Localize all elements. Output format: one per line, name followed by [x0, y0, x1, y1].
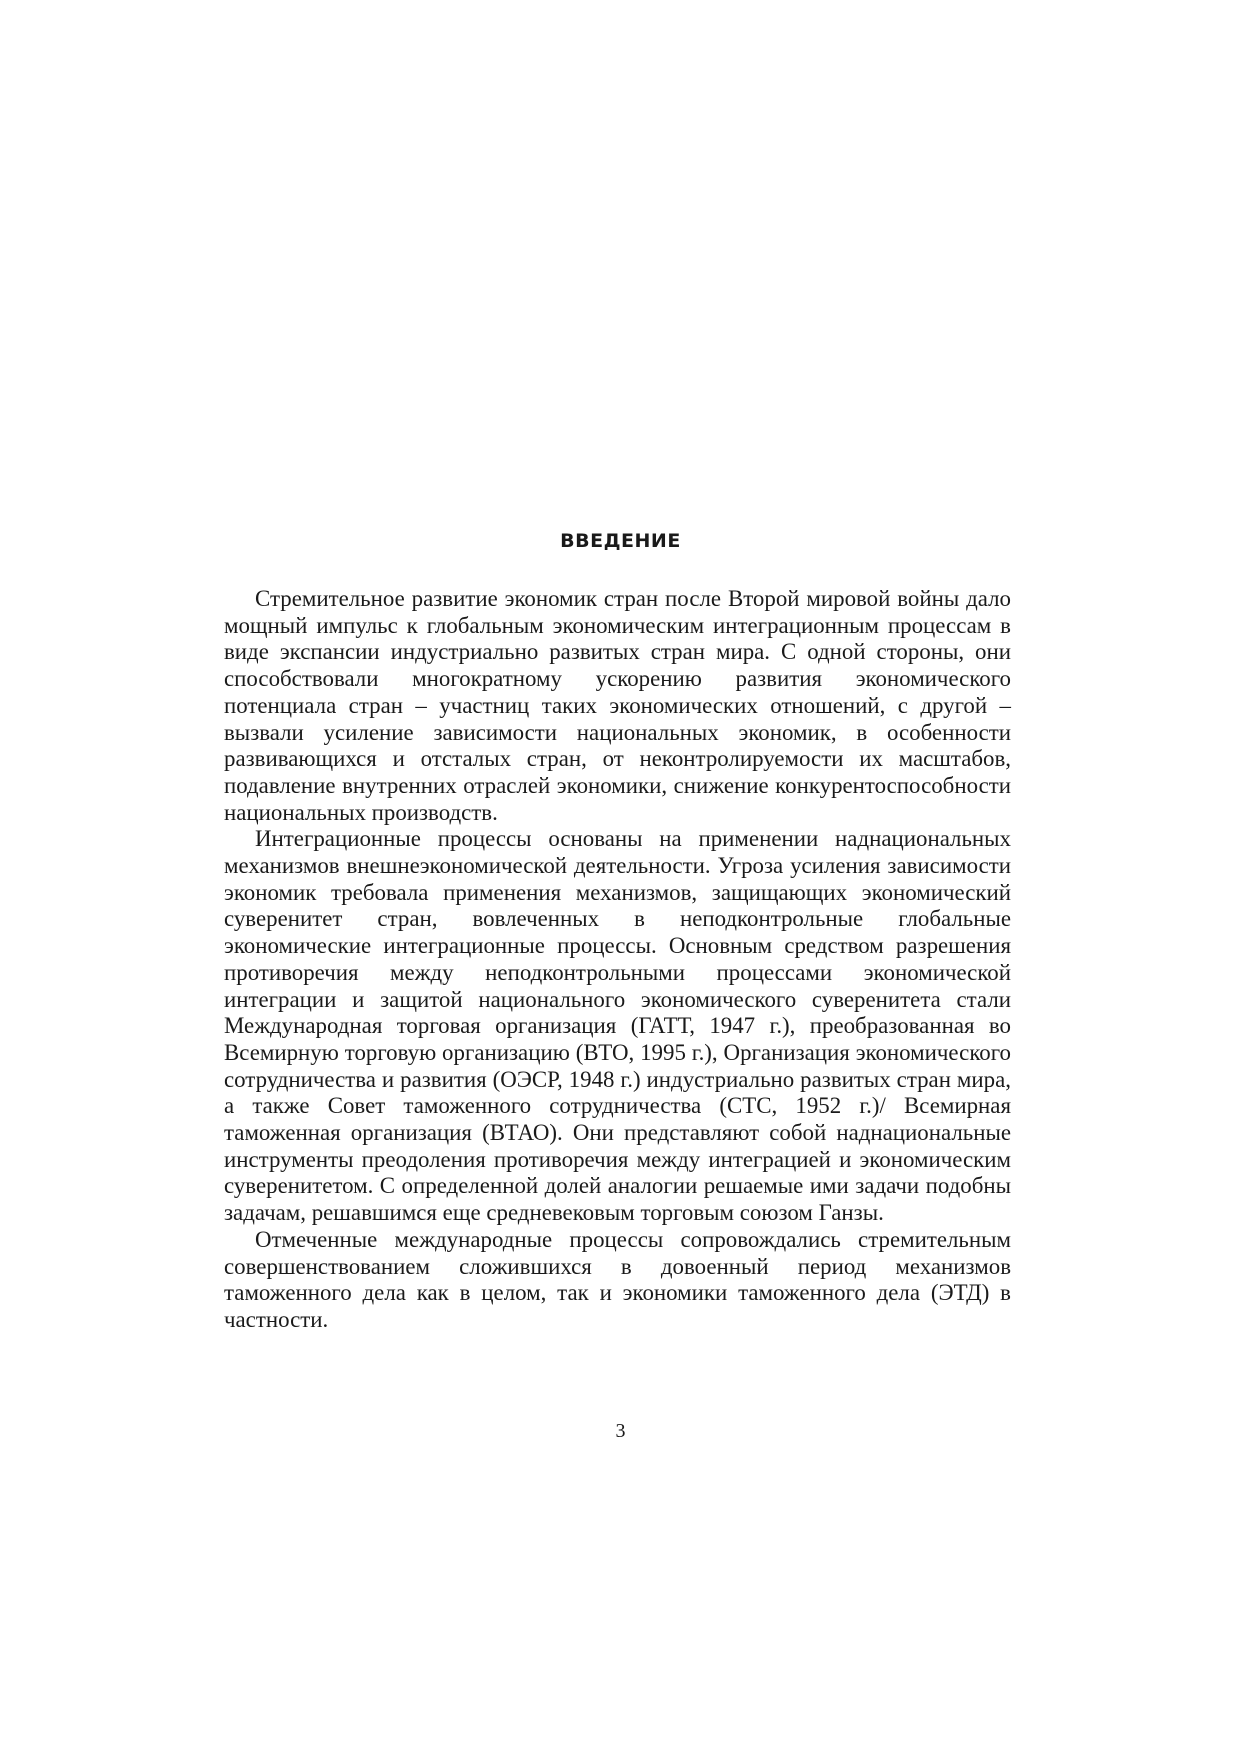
section-heading: ВВЕДЕНИЕ: [560, 530, 681, 552]
page-number: 3: [615, 1420, 626, 1442]
paragraph-3: Отмеченные международные процессы сопровождались стремительным совершенствованием сложившихся в довоенный период механизмов таможенного дела как в целом, так и экономики таможенного дела (ЭТД) в частности.: [224, 1226, 1011, 1332]
body-text: [224, 586, 1011, 1334]
paragraph-1: Стремительное развитие экономик стран после Второй мировой войны дало мощный импульс к глобальным экономическим интеграционным процессам в виде экспансии индустриально развитых стран мира. С одной стороны, они способствовали многократному ускорению развития экономического потенциала стран – участниц таких экономических отношений, с другой – вызвали усиление зависимости национальных экономик, в особенности развивающихся и отсталых стран, от неконтролируемости их масштабов, подавление внутренних отраслей экономики, снижение конкурентоспособности национальных производств.: [224, 586, 1011, 825]
paragraph-2: Интеграционные процессы основаны на применении наднациональных механизмов внешнеэкономической деятельности. Угроза усиления зависимости экономик требовала применения механизмов, защищающих экономический суверенитет стран, вовлеченных в неподконтрольные глобальные экономические интеграционные процессы. Основным средством разрешения противоречия между неподконтрольными процессами экономической интеграции и защитой национального экономического суверенитета стали Международная торговая организация (ГАТТ, 1947 г.), преобразованная во Всемирную торговую организацию (ВТО, 1995 г.), Организация экономического сотрудничества и развития (ОЭСР, 1948 г.) индустриально развитых стран мира, а также Совет таможенного сотрудничества (СТС, 1952 г.)/ Всемирная таможенная организация (ВТАО). Они представляют собой наднациональные инструменты преодоления противоречия между интеграцией и экономическим суверенитетом. С определенной долей аналогии решаемые ими задачи подобны задачам, решавшимся еще средневековым торговым союзом Ганзы.: [224, 826, 1011, 1226]
